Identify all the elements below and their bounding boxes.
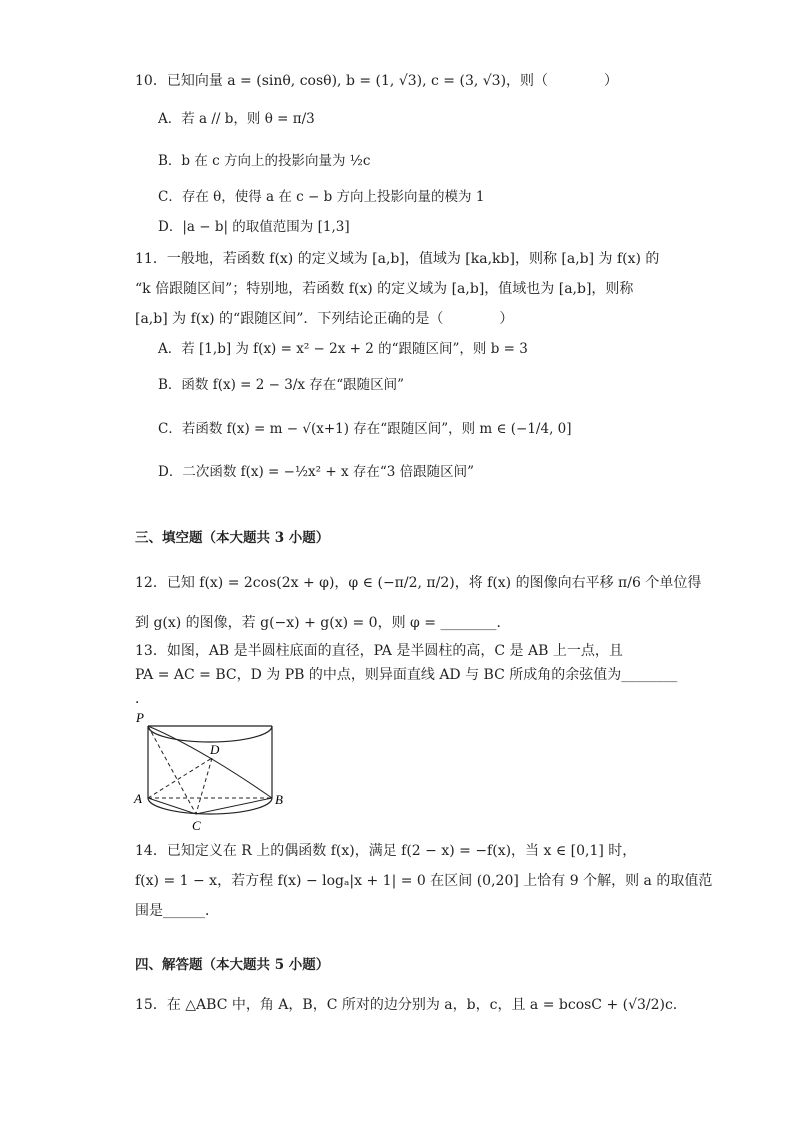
q13-line3: ． [135, 691, 149, 707]
label-c: C [192, 818, 201, 833]
q12-line2: 到 g(x) 的图像，若 g(−x) + g(x) = 0，则 φ = ________． [135, 615, 511, 631]
segment-bc [196, 798, 272, 814]
q13-line2: PA = AC = BC，D 为 PB 的中点，则异面直线 AD 与 BC 所成角的余弦值为________ [135, 667, 678, 683]
q12-line1: 12．已知 f(x) = 2cos(2x + φ)，φ ∈ (−π/2, π/2)，将 f(x) 的图像向右平移 π/6 个单位得 [135, 575, 702, 591]
section-3-heading: 三、填空题（本大题共 3 小题） [135, 530, 330, 546]
q11-line3: [a,b] 为 f(x) 的“跟随区间”．下列结论正确的是（ ） [135, 311, 514, 327]
q10-stem: 10．已知向量 a = (sinθ, cosθ), b = (1, √3), c = (3, √3)，则（ ） [135, 73, 619, 89]
label-a: A [134, 791, 142, 806]
q10-option-d: D．|a − b| 的取值范围为 [1,3] [158, 219, 350, 235]
q14-line1: 14．已知定义在 R 上的偶函数 f(x)，满足 f(2 − x) = −f(x)，当 x ∈ [0,1] 时， [135, 843, 637, 859]
q10-option-b: B．b 在 c 方向上的投影向量为 ½c [158, 153, 371, 169]
label-b: B [275, 792, 283, 807]
segment-pb [148, 726, 272, 798]
q14-line3: 围是______． [135, 903, 219, 919]
q11-line2: “k 倍跟随区间”；特别地，若函数 f(x) 的定义域为 [a,b]，值域也为 [a,b]，则称 [135, 281, 634, 297]
q13-line1: 13．如图，AB 是半圆柱底面的直径，PA 是半圆柱的高，C 是 AB 上一点，且 [135, 643, 623, 659]
q11-option-c: C．若函数 f(x) = m − √(x+1) 存在“跟随区间”，则 m ∈ (−1/4, 0] [158, 421, 572, 437]
q11-line1: 11．一般地，若函数 f(x) 的定义域为 [a,b]，值域为 [ka,kb]，则称 [a,b] 为 f(x) 的 [135, 251, 660, 267]
q10-option-a: A．若 a // b，则 θ = π/3 [158, 111, 315, 127]
q11-option-a: A．若 [1,b] 为 f(x) = x² − 2x + 2 的“跟随区间”，则 b = 3 [158, 341, 528, 357]
q11-option-b: B．函数 f(x) = 2 − 3/x 存在“跟随区间” [158, 377, 405, 393]
q11-option-d: D．二次函数 f(x) = −½x² + x 存在“3 倍跟随区间” [158, 464, 475, 480]
q13-figure [130, 708, 310, 838]
bottom-base-arc [148, 798, 272, 814]
q15-line1: 15．在 △ABC 中，角 A，B，C 所对的边分别为 a，b，c，且 a = bcosC + (√3/2)c． [135, 997, 687, 1013]
label-d: D [210, 742, 220, 757]
q14-line2: f(x) = 1 − x，若方程 f(x) − logₐ|x + 1| = 0 在区间 (0,20] 上恰有 9 个解，则 a 的取值范 [135, 873, 713, 889]
section-4-heading: 四、解答题（本大题共 5 小题） [135, 957, 330, 973]
label-p: P [136, 710, 144, 725]
q10-option-c: C．存在 θ，使得 a 在 c − b 方向上投影向量的模为 1 [158, 189, 485, 205]
